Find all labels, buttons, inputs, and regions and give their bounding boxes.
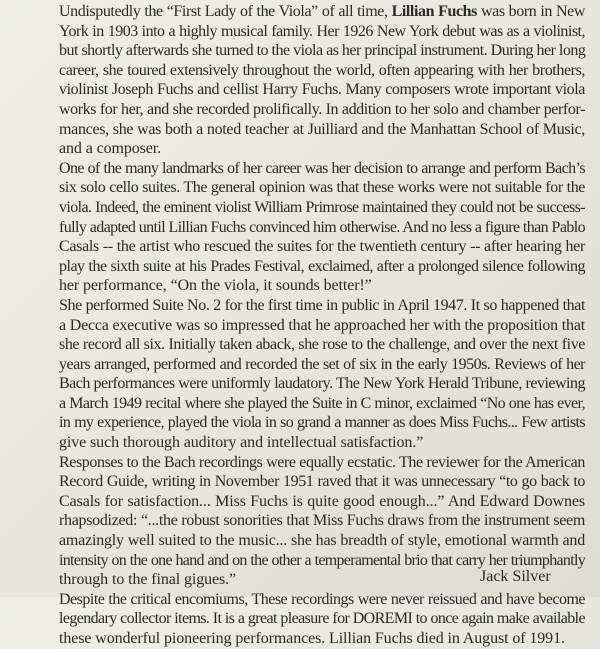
text-line: Record Guide, writing in November 1951 raved that it was unnecessary “to go back to [59, 473, 585, 491]
text-line: rhapsodized: “...the robust sonorities that Miss Fuchs draws from the instrument seem [59, 512, 585, 530]
text-line: York in 1903 into a highly musical family. Her 1926 New York debut was as a violinist, [59, 22, 585, 40]
text-line: but shortly afterwards she turned to the viola as her principal instrument. During her long [59, 42, 586, 60]
text-line: works for her, and she recorded prolifically. In addition to her solo and chamber perfor- [59, 100, 585, 118]
text-line: through to the final gigues.” [59, 571, 237, 589]
text-line: intensity on the one hand and on the other a temperamental brio that carry her triumphantly [59, 551, 585, 569]
text-line: a Decca executive was so impressed that he approached her with the proposition that [59, 316, 585, 334]
text-line: her performance, “On the viola, it sounds better!” [59, 277, 372, 295]
text-line: violinist Joseph Fuchs and cellist Harry Fuchs. Many composers wrote important viola [59, 81, 585, 99]
liner-notes-body [59, 2, 585, 649]
text-line: Responses to the Bach recordings were equally ecstatic. The reviewer for the American [59, 453, 585, 471]
text-line: play the sixth suite at his Prades Festival, exclaimed, after a prolonged silence following [59, 257, 585, 275]
text-line: fully adapted until Lillian Fuchs convinced him otherwise. And no less a figure than Pablo [59, 218, 585, 236]
author-signature: Jack Silver [480, 568, 551, 585]
text-line: Despite the critical encomiums, These recordings were never reissued and have become [59, 590, 585, 608]
text-line: in my experience, played the viola in so grand a manner as does Miss Fuchs... Few artists [59, 414, 585, 432]
text-line: She performed Suite No. 2 for the first time in public in April 1947. It so happened that [59, 296, 585, 314]
text-line: amazingly well suited to the music... she has breadth of style, emotional warmth and [59, 532, 585, 550]
text-line: six solo cello suites. The general opinion was that these works were not suitable for the [59, 179, 585, 197]
text-line: these wonderful pioneering performances. Lillian Fuchs died in August of 1991. [59, 630, 565, 647]
text-line: viola. Indeed, the eminent violist William Primrose maintained they could not be success- [59, 198, 585, 216]
text-line: career, she toured extensively throughout the world, often appearing with her brothers, [59, 61, 585, 79]
text-line: a March 1949 recital where she played the Suite in C minor, exclaimed “No one has ever, [59, 394, 585, 412]
text-line: Casals -- the artist who rescued the suites for the twentieth century -- after hearing her [59, 238, 585, 256]
text-line: and a composer. [59, 140, 162, 158]
text-line: mances, she was both a noted teacher at Juilliard and the Manhattan School of Music, [59, 120, 585, 138]
text-line: years arranged, performed and recorded the set of six in the early 1950s. Reviews of her [59, 355, 585, 373]
text-line: Casals for satisfaction... Miss Fuchs is quite good enough...” And Edward Downes [59, 492, 585, 510]
paragraph-3 [59, 296, 585, 453]
text-line: she record all six. Initially taken aback, she rose to the challenge, and over the next five [59, 336, 585, 354]
text-line: Bach performances were uniformly laudatory. The New York Herald Tribune, reviewing [59, 375, 585, 393]
paragraph-5 [59, 590, 585, 649]
text-line: One of the many landmarks of her career was her decision to arrange and perform Bach’s [59, 159, 585, 177]
paragraph-1 [59, 2, 585, 159]
text-line: give such thorough auditory and intellectual satisfaction.” [59, 434, 424, 452]
text-line: Undisputedly the “First Lady of the Viola” of all time, Lillian Fuchs was born in New [59, 3, 586, 20]
text-line: legendary collector items. It is a great pleasure for DOREMI to once again make available [59, 610, 585, 628]
paragraph-2 [59, 159, 585, 296]
artist-name-bold: Lillian Fuchs [391, 3, 477, 20]
